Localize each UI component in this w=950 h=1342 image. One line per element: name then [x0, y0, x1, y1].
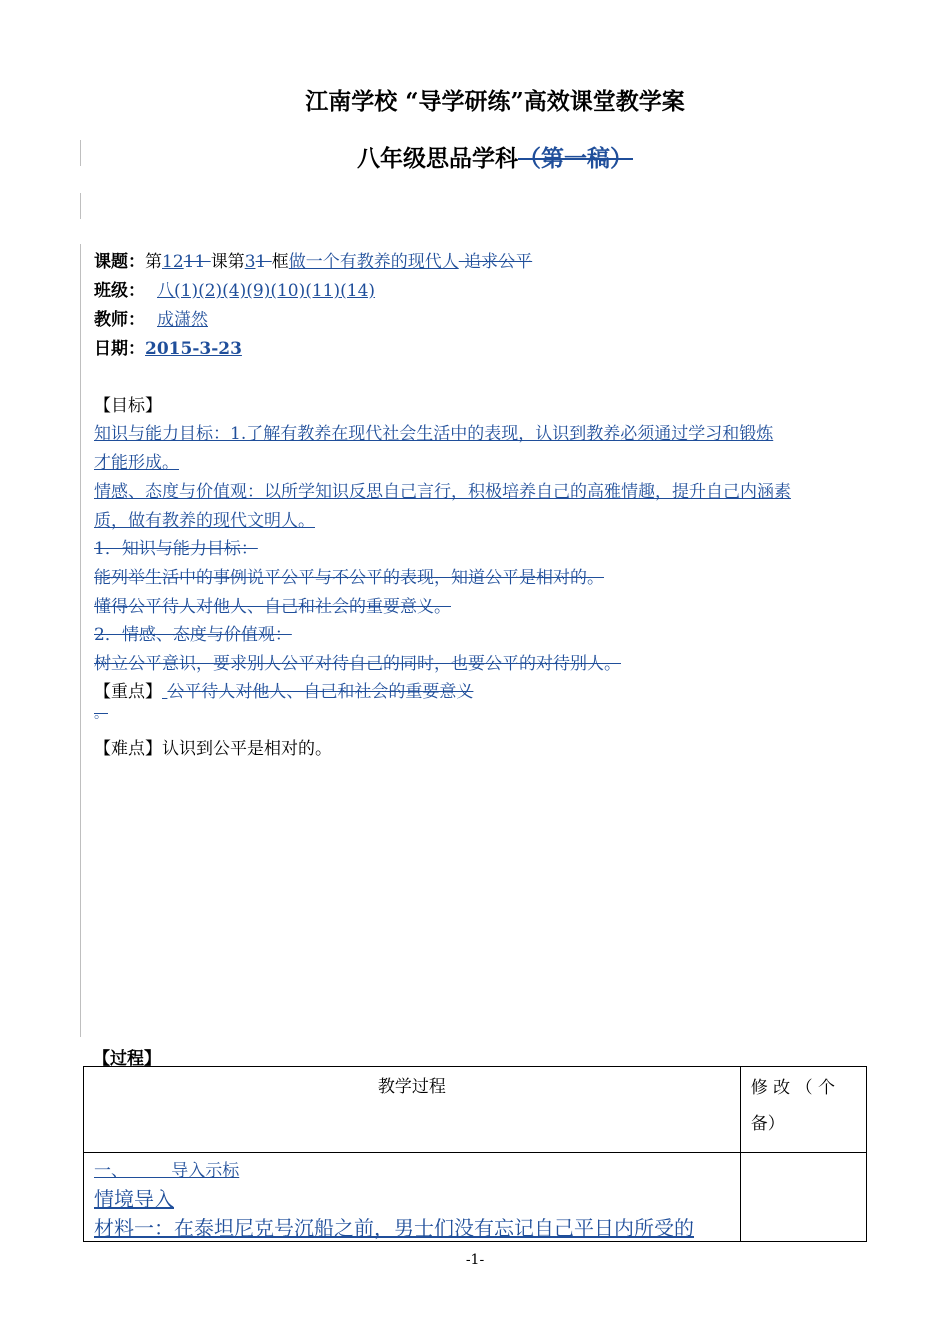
key-point-label: 【重点】 — [94, 682, 162, 702]
goal-inserted-line: 质，做有教养的现代文明人。 — [94, 511, 315, 531]
table-header-side — [740, 1067, 866, 1153]
revision-bar — [80, 244, 81, 1037]
side-header-line: 修 改 （ 个 — [750, 1078, 835, 1098]
goal-inserted-line: 才能形成。 — [94, 453, 179, 473]
page-number: -1- — [465, 1252, 485, 1268]
difficulty-text: 认识到公平是相对的。 — [162, 739, 332, 759]
document-title: 江南学校 “导学研练”高效课堂教学案 — [305, 88, 685, 115]
teacher-line — [94, 305, 208, 330]
goal-deleted-line: 懂得公平待人对他人、自己和社会的重要意义。 — [94, 597, 451, 617]
revision-bar — [80, 193, 81, 219]
side-header-line: 备） — [750, 1114, 785, 1134]
topic-line — [94, 247, 532, 272]
table-header-main: 教学过程 — [84, 1067, 741, 1153]
date-label: 日期： — [94, 339, 145, 359]
topic-title-inserted: 做一个有教养的现代人 — [288, 252, 459, 272]
draft-deleted: （第一稿） — [518, 145, 633, 172]
class-value: 八(1)(2)(4)(9)(10)(11)(14) — [157, 281, 376, 301]
topic-kuang: 框 — [271, 252, 289, 272]
goals-heading: 【目标】 — [94, 396, 162, 416]
class-label: 班级： — [94, 281, 145, 301]
goal-deleted-line: 1．知识与能力目标： — [94, 539, 258, 559]
key-point-deleted: 公平待人对他人、自己和社会的重要意义 — [167, 682, 474, 702]
class-line — [94, 276, 375, 301]
key-point-line — [94, 677, 473, 702]
process-heading: 【过程】 — [93, 1049, 161, 1069]
topic-label: 课题： — [94, 252, 145, 272]
topic-frame-deleted: 1 — [255, 252, 272, 272]
topic-lesson-deleted: 11 — [183, 252, 211, 272]
subject-text: 八年级思品学科 — [357, 145, 518, 172]
topic-lesson-inserted: 12 — [162, 252, 184, 272]
key-point-deleted-tail: 。 — [94, 706, 108, 722]
goal-deleted-line: 树立公平意识，要求别人公平对待自己的同时，也要公平的对待别人。 — [94, 654, 621, 674]
row-line-scenario: 情境导入 — [94, 1187, 174, 1211]
goal-inserted-line: 情感、态度与价值观：以所学知识反思自己言行，积极培养自己的高雅情趣，提升自己内涵素 — [94, 482, 791, 502]
topic-frame-inserted: 3 — [244, 252, 256, 272]
table-header-row — [84, 1067, 867, 1153]
goal-inserted-line: 知识与能力目标：1.了解有教养在现代社会生活中的表现，认识到教养必须通过学习和锻炼 — [94, 424, 774, 444]
goal-deleted-line: 能列举生活中的事例说平公平与不公平的表现，知道公平是相对的。 — [94, 568, 604, 588]
process-table — [83, 1066, 867, 1242]
table-row — [84, 1153, 867, 1242]
topic-prefix: 第 — [145, 252, 162, 272]
difficulty-label: 【难点】 — [94, 739, 162, 759]
date-line — [94, 334, 242, 359]
topic-mid: 课第 — [210, 252, 245, 272]
difficulty-line — [94, 734, 332, 759]
teacher-label: 教师： — [94, 310, 145, 330]
topic-title-deleted: 追求公平 — [458, 252, 533, 272]
table-cell-side — [740, 1153, 866, 1242]
row-line-material: 材料一：在泰坦尼克号沉船之前，男士们没有忘记自己平日内所受的 — [94, 1216, 694, 1240]
goal-deleted-line: 2．情感、态度与价值观： — [94, 625, 292, 645]
date-value: 2015-3-23 — [145, 339, 242, 359]
teacher-value: 成潇然 — [157, 310, 208, 330]
subject-title — [0, 140, 950, 173]
row-line-intro: 一、 导入示标 — [94, 1161, 240, 1181]
table-cell-main — [84, 1153, 741, 1242]
